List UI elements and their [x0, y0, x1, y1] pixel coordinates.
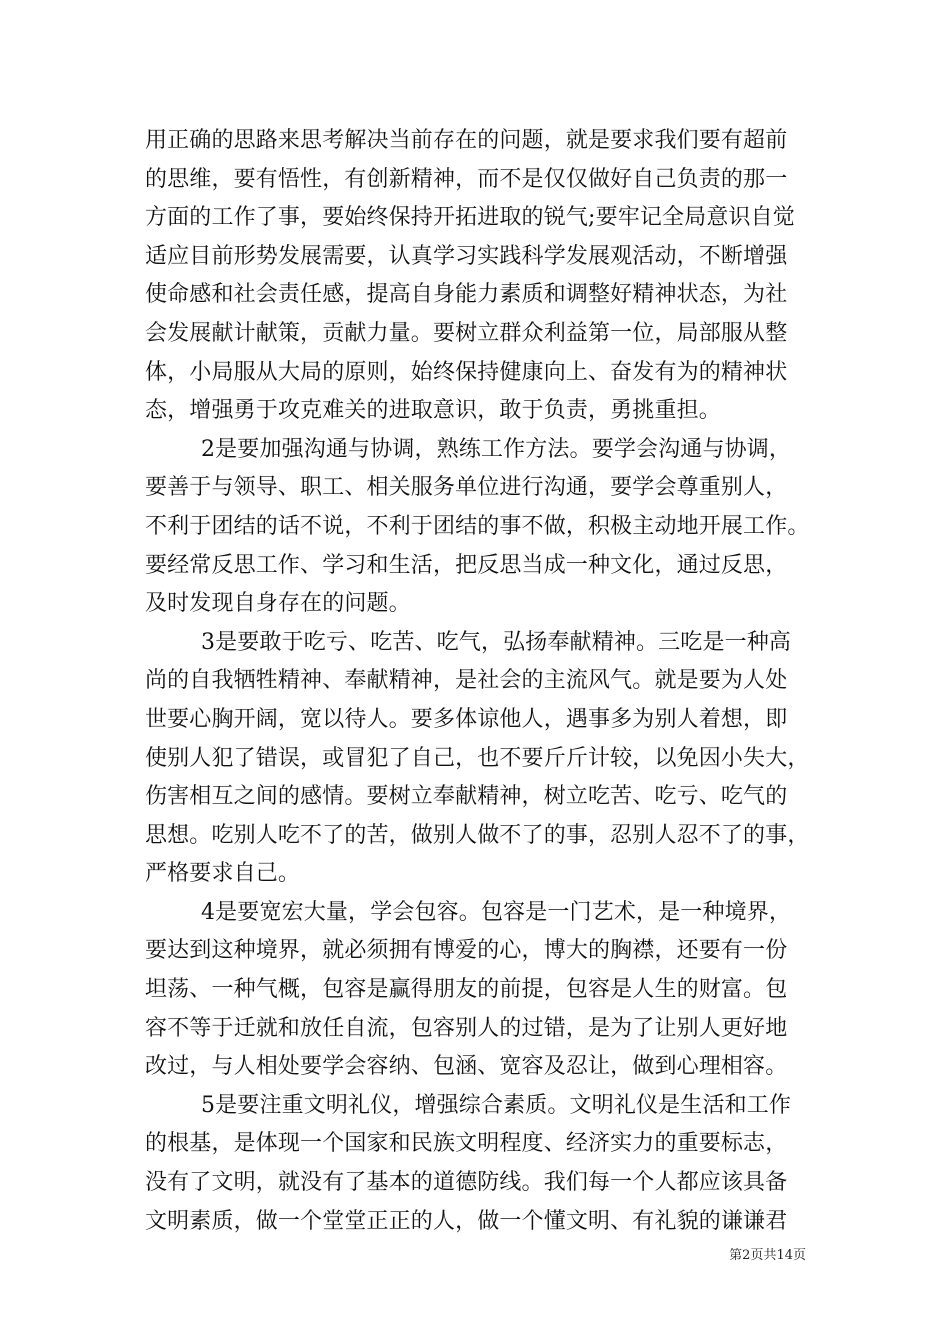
- text-line: 适应目前形势发展需要，认真学习实践科学发展观活动，不断增强: [145, 243, 788, 269]
- text-line: 文明素质，做一个堂堂正正的人，做一个懂文明、有礼貌的谦谦君: [145, 1208, 788, 1234]
- page-number: 第2页共14页: [729, 1248, 806, 1263]
- paragraph-2-start: 2是要加强沟通与协调，熟练工作方法。要学会沟通与协调，: [201, 436, 792, 462]
- text-line: 的思维，要有悟性，有创新精神，而不是仅仅做好自己负责的那一: [145, 166, 788, 192]
- text-line: 要经常反思工作、学习和生活，把反思当成一种文化，通过反思，: [145, 552, 788, 578]
- text-line: 方面的工作了事，要始终保持开拓进取的锐气;要牢记全局意识自觉: [145, 205, 795, 231]
- paragraph-4-start: 4是要宽宏大量，学会包容。包容是一门艺术，是一种境界，: [201, 899, 792, 925]
- text-line: 容不等于迁就和放任自流，包容别人的过错，是为了让别人更好地: [145, 1015, 788, 1041]
- text-line: 严格要求自己。: [145, 861, 301, 887]
- body-text: [145, 122, 815, 1241]
- text-line: 及时发现自身存在的问题。: [145, 591, 411, 617]
- text-line: 体，小局服从大局的原则，始终保持健康向上、奋发有为的精神状: [145, 359, 788, 385]
- text-line: 伤害相互之间的感情。要树立奉献精神，树立吃苦、吃亏、吃气的: [145, 784, 788, 810]
- text-line: 用正确的思路来思考解决当前存在的问题，就是要求我们要有超前: [145, 128, 788, 153]
- text-line: 改过，与人相处要学会容纳、包涵、宽容及忍让，做到心理相容。: [145, 1054, 788, 1080]
- text-line: 不利于团结的话不说，不利于团结的事不做，积极主动地开展工作。: [145, 513, 810, 539]
- text-line: 坦荡、一种气概，包容是赢得朋友的前提，包容是人生的财富。包: [145, 977, 788, 1003]
- text-line: 要达到这种境界，就必须拥有博爱的心，博大的胸襟，还要有一份: [145, 938, 788, 964]
- text-line: 使别人犯了错误，或冒犯了自己，也不要斤斤计较，以免因小失大，: [145, 745, 810, 771]
- text-line: 使命感和社会责任感，提高自身能力素质和调整好精神状态，为社: [145, 282, 788, 308]
- paragraph-5-start: 5是要注重文明礼仪，增强综合素质。文明礼仪是生活和工作: [201, 1092, 792, 1118]
- text-line: 世要心胸开阔，宽以待人。要多体谅他人，遇事多为别人着想，即: [145, 706, 788, 732]
- text-line: 要善于与领导、职工、相关服务单位进行沟通，要学会尊重别人，: [145, 475, 788, 501]
- text-line: 会发展献计献策，贡献力量。要树立群众利益第一位，局部服从整: [145, 320, 788, 346]
- text-line: 尚的自我牺牲精神、奉献精神，是社会的主流风气。就是要为人处: [145, 668, 788, 694]
- text-line: 态，增强勇于攻克难关的进取意识，敢于负责，勇挑重担。: [145, 398, 721, 424]
- text-line: 思想。吃别人吃不了的苦，做别人做不了的事，忍别人忍不了的事，: [145, 822, 810, 848]
- paragraph-3-start: 3是要敢于吃亏、吃苦、吃气，弘扬奉献精神。三吃是一种高: [201, 629, 792, 655]
- text-line: 没有了文明，就没有了基本的道德防线。我们每一个人都应该具备: [145, 1170, 788, 1196]
- text-line: 的根基，是体现一个国家和民族文明程度、经济实力的重要标志，: [145, 1131, 788, 1157]
